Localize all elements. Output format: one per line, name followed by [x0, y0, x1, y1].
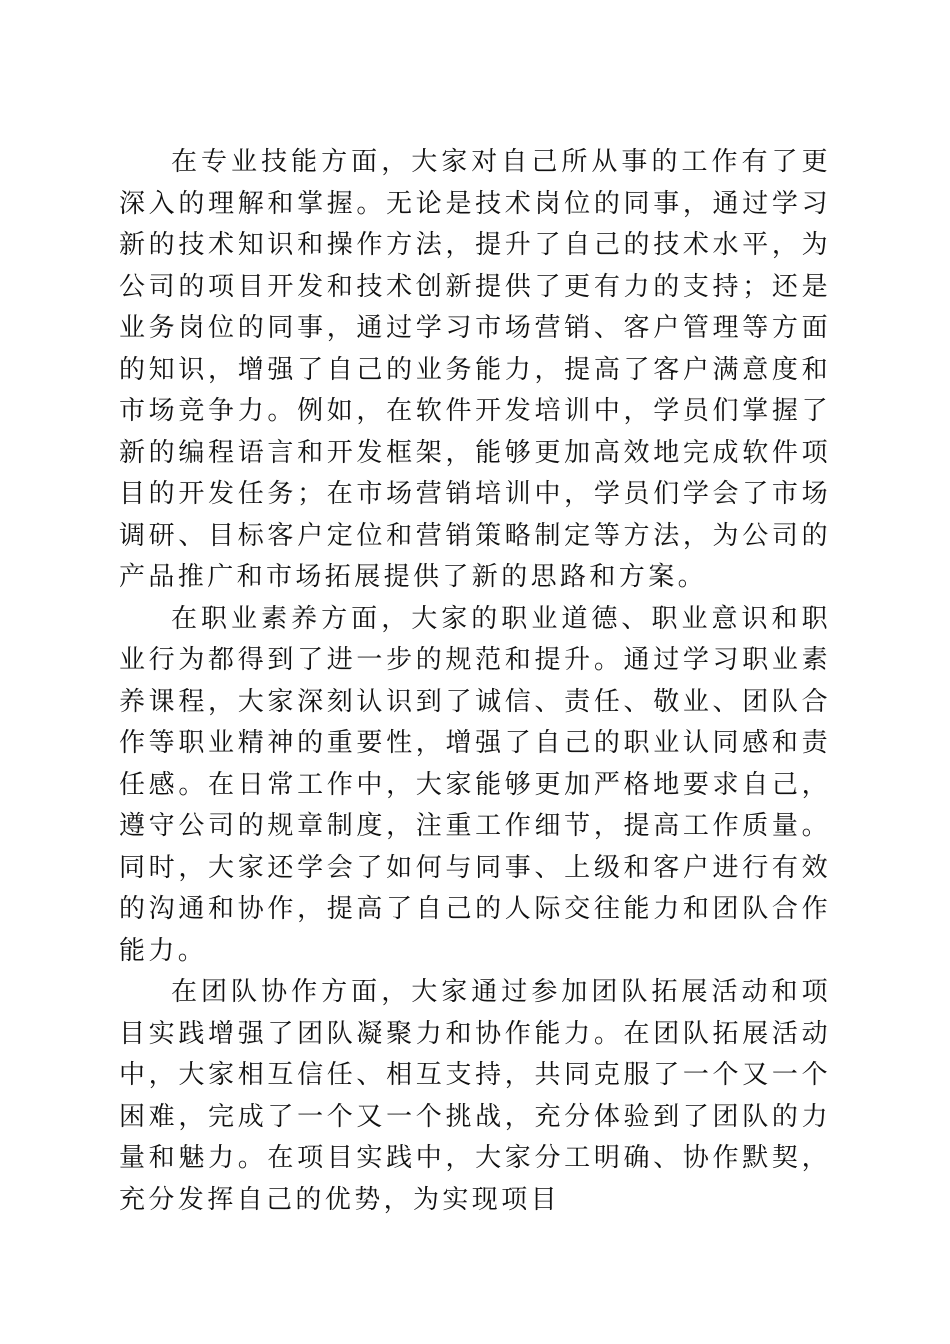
- paragraph-team-collaboration: 在团队协作方面，大家通过参加团队拓展活动和项目实践增强了团队凝聚力和协作能力。在团队拓展活动中，大家相互信任、相互支持，共同克服了一个又一个困难，完成了一个又一个挑战，充分体验到了团队的力量和魅力。在项目实践中，大家分工明确、协作默契，充分发挥自己的优势，为实现项目: [119, 977, 831, 1215]
- paragraph-professional-skills: 在专业技能方面，大家对自己所从事的工作有了更深入的理解和掌握。无论是技术岗位的同事，通过学习新的技术知识和操作方法，提升了自己的技术水平，为公司的项目开发和技术创新提供了更有力的支持；还是业务岗位的同事，通过学习市场营销、客户管理等方面的知识，增强了自己的业务能力，提高了客户满意度和市场竞争力。例如，在软件开发培训中，学员们掌握了新的编程语言和开发框架，能够更加高效地完成软件项目的开发任务；在市场营销培训中，学员们学会了市场调研、目标客户定位和营销策略制定等方法，为公司的产品推广和市场拓展提供了新的思路和方案。: [119, 147, 831, 592]
- document-body: [119, 142, 831, 1221]
- paragraph-professional-quality: 在职业素养方面，大家的职业道德、职业意识和职业行为都得到了进一步的规范和提升。通过学习职业素养课程，大家深刻认识到了诚信、责任、敬业、团队合作等职业精神的重要性，增强了自己的职业认同感和责任感。在日常工作中，大家能够更加严格地要求自己，遵守公司的规章制度，注重工作细节，提高工作质量。同时，大家还学会了如何与同事、上级和客户进行有效的沟通和协作，提高了自己的人际交往能力和团队合作能力。: [119, 603, 831, 966]
